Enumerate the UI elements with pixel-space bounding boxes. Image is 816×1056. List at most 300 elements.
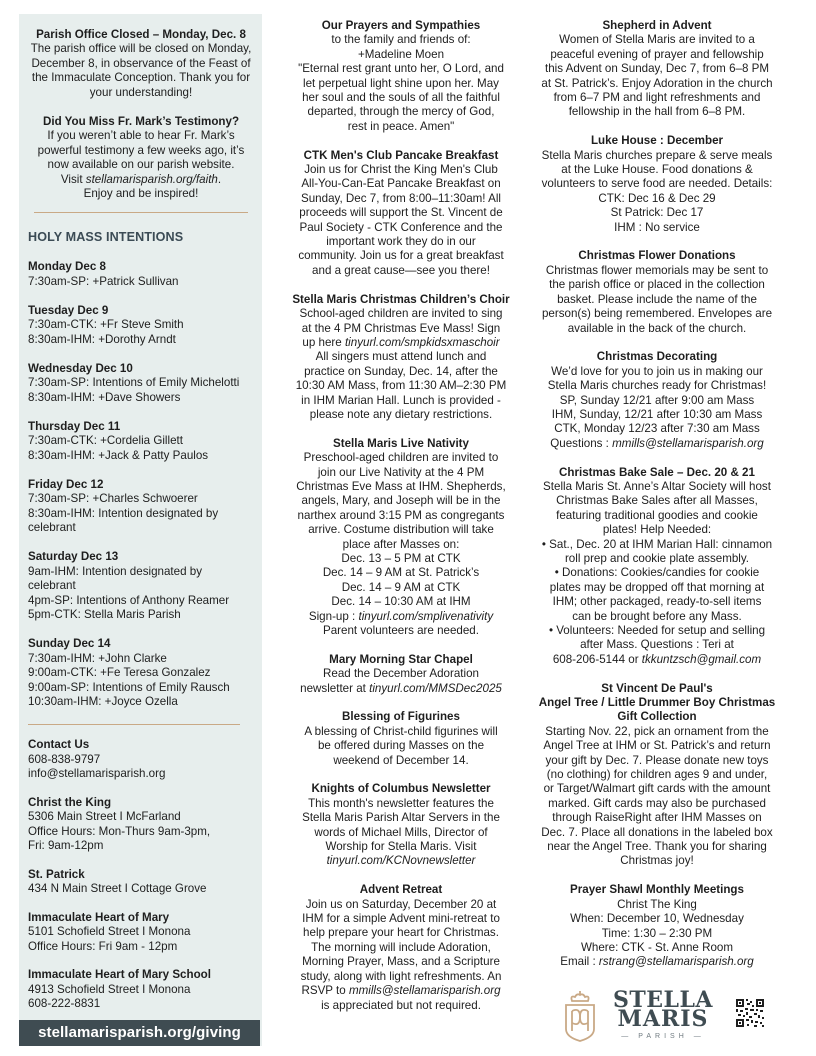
mass-entry: 8:30am-IHM: +Dave Showers [28,390,181,404]
line-text: her soul and the souls of all the faithful [302,91,500,105]
line-text: be offered during Masses on the [317,739,485,753]
line-text: Christ The King [617,897,697,911]
announcement-line [532,581,782,595]
mass-entry: 10:30am-IHM: +Joyce Ozella [28,695,178,709]
announcement-title: Mary Morning Star Chapel [329,652,473,666]
announcement-title: Angel Tree / Little Drummer Boy Christmas [538,696,776,710]
announcement-link[interactable]: mmills@stellamarisparish.org [612,436,764,450]
line-text: place after Masses on: [342,537,460,551]
line-text: proceeds will support the St. Vincent de [299,206,503,220]
announcement-line [276,466,526,480]
announcement [276,653,526,696]
announcement-line [532,782,782,796]
divider [34,212,248,213]
announcement-title: Christmas Flower Donations [578,249,736,263]
announcement-line [532,163,782,177]
mass-entry: 5pm-CTK: Stella Maris Parish [28,608,181,622]
line-text: to the family and friends of: [331,33,471,47]
announcement-title: Christmas Bake Sale – Dec. 20 & 21 [559,465,755,479]
mass-day-label: Monday Dec 8 [28,260,106,274]
announcement-line [276,739,526,753]
announcement [532,19,782,120]
announcement-line [532,221,782,235]
announcement [276,782,526,868]
line-text: Worship for Stella Maris. Visit [325,840,477,854]
divider [28,724,240,725]
announcement [276,437,526,639]
announcement-line [276,811,526,825]
announcement-line [532,941,782,955]
announcement-title: Stella Maris Live Nativity [333,436,469,450]
mass-day-block [28,362,254,406]
stella-maris-emblem-icon [562,989,598,1043]
mass-entry: 7:30am-SP: +Patrick Sullivan [28,274,179,288]
notice-line: Enjoy and be inspired! [83,187,199,201]
line-text: This month's newsletter features the [308,796,494,810]
announcement-line [276,595,526,609]
announcement-line [532,62,782,76]
line-text: available in the back of the church. [567,321,747,335]
stella-maris-wordmark [608,987,718,1040]
mass-intentions-heading: HOLY MASS INTENTIONS [28,230,184,245]
announcement-line [532,422,782,436]
announcement-line [276,566,526,580]
announcement-line [532,509,782,523]
announcement-line [276,797,526,811]
line-text: at the Luke House. Food donations & [561,163,753,177]
contact-block [28,911,254,955]
line-text: community. Join us for a great breakfast [298,249,504,263]
announcement-title: Shepherd in Advent [602,19,712,32]
logo-line-2: MARIS [617,1006,709,1032]
announcement-line [276,62,526,76]
line-text: volunteers to serve food are needed. Details: [541,177,773,191]
mass-day-label: Tuesday Dec 9 [28,303,109,317]
announcement-line [276,451,526,465]
contact-name: St. Patrick [28,867,85,881]
announcement-line [276,509,526,523]
line-text: this Advent on Sunday, Dec 7, from 6–8 PM [544,62,770,76]
announcement-title: Luke House : December [590,134,724,148]
line-text: marked. Gift cards may also be purchased [548,796,766,810]
qr-code-icon[interactable] [736,999,764,1027]
line-text: School-aged children are invited to sing [299,307,503,321]
line-text: basket. Please include the name of the [557,292,757,306]
announcement [276,149,526,279]
column-middle [276,19,526,1027]
line-text: We’d love for you to join us in making our [551,364,763,378]
announcement-line [532,955,782,969]
line-text: practice on Sunday, Dec. 14, after the [304,364,498,378]
line-text: Stella Maris churches ready for Christmas! [547,379,767,393]
contact-line: Office Hours: Fri 9am - 12pm [28,939,178,953]
line-text: please note any dietary restrictions. [309,407,493,421]
announcement-line [532,898,782,912]
column-right [532,19,782,984]
line-text: through RaiseRight after IHM Masses on [552,811,762,825]
line-text: All-You-Can-Eat Pancake Breakfast on [301,177,501,191]
announcement-line [532,480,782,494]
contact-line: 5101 Schofield Street I Monona [28,925,191,939]
notice-line: the Immaculate Conception. Thank you for [31,71,251,85]
announcement-line [276,552,526,566]
announcement-line [532,653,782,667]
line-text: Email : [560,955,599,969]
line-text: • Sat., Dec. 20 at IHM Marian Hall: cinnamon [541,537,773,551]
line-text: All singers must attend lunch and [315,350,487,364]
line-text: or Target/Walmart gift cards with the amount [543,782,771,796]
announcement-title: CTK Men's Club Pancake Breakfast [303,148,499,162]
announcement [276,293,526,423]
mass-day-block [28,478,254,536]
announcement-title: St Vincent De Paul's [601,681,713,695]
announcement-line [276,912,526,926]
announcement-line [532,91,782,105]
announcement-line [276,494,526,508]
announcement-link[interactable]: tinyurl.com/smplivenativity [358,609,494,623]
announcement-link[interactable]: tinyurl.com/smpkidsxmaschoir [344,335,500,349]
line-text: Christmas joy! [620,854,694,868]
mass-day-block [28,260,254,289]
line-text: Join us for Christ the King Men's Club [304,163,498,177]
contact-name: Immaculate Heart of Mary School [28,968,211,982]
line-text: and a great cause—see you there! [312,263,490,277]
line-text: is appreciated but not required. [321,998,481,1012]
announcement-line [532,322,782,336]
line-text: Sign-up : [308,609,359,623]
line-text: after Mass. Questions : Teri at [580,638,734,652]
contact-name: Contact Us [28,738,90,752]
line-text: newsletter at [300,681,370,695]
giving-link[interactable]: stellamarisparish.org/giving [19,1020,260,1046]
line-text: Paul Society - CTK Conference and the [299,220,503,234]
mass-day-label: Friday Dec 12 [28,477,104,491]
line-text: words of Michael Mills, Director of [314,825,488,839]
line-text: Read the December Adoration [323,667,479,681]
faith-link[interactable]: stellamarisparish.org/faith [85,172,218,186]
announcement-line [276,970,526,984]
line-text: CTK, Monday 12/23 after 7:30 am Mass [554,422,760,436]
line-text: fellowship in the hall from 6–8 PM. [568,105,746,119]
line-text: plates! Help Needed: [602,523,712,537]
announcement-line [276,926,526,940]
mass-entry: celebrant [28,579,76,593]
announcement-line [276,91,526,105]
line-text: Morning Prayer, Mass, and a Scripture [302,955,500,969]
contact-line: 608-222-8831 [28,997,101,1011]
announcement-line [276,610,526,624]
announcement-line [276,249,526,263]
announcement-line [532,379,782,393]
announcement-line [276,235,526,249]
mass-day-block [28,637,254,710]
line-text: SP, Sunday 12/21 after 9:00 am Mass [559,393,755,407]
notice-line: powerful testimony a few weeks ago, it’s [37,143,245,157]
line-text: IHM : No service [614,220,700,234]
notice-line: December 8, in observance of the Feast of [31,56,251,70]
line-text: (no clothing) for children ages 9 and under, [546,768,768,782]
mass-day-label: Sunday Dec 14 [28,637,111,651]
announcement [276,883,526,1013]
notice-title: Parish Office Closed – Monday, Dec. 8 [36,28,246,41]
notice-title: Did You Miss Fr. Mark’s Testimony? [42,115,240,129]
line-text: up here [302,335,345,349]
announcement [532,134,782,235]
notice-line: your understanding! [89,85,193,99]
line-text: Angel Tree at IHM or St. Patrick’s and return [543,739,771,753]
notice-line: The parish office will be closed on Monday, [30,42,252,56]
announcement-title: Gift Collection [617,710,697,724]
contact-name: Immaculate Heart of Mary [28,910,170,924]
logo-line-1: STELLA [612,987,714,1013]
line-text: Join us on Saturday, December 20 at [305,897,497,911]
announcement-line [276,840,526,854]
announcement-line [532,523,782,537]
announcement-line [276,999,526,1013]
announcement [532,682,782,869]
announcement-line [532,192,782,206]
announcement-line [276,350,526,364]
line-text: Christmas flower memorials may be sent to [545,263,769,277]
mass-entry: 9:00am-SP: Intentions of Emily Rausch [28,680,230,694]
announcement-line [532,595,782,609]
announcement-title: Prayer Shawl Monthly Meetings [570,883,744,897]
announcement-line [532,408,782,422]
line-text: narthex around 3:15 PM as congregants [297,508,505,522]
announcement-line [276,667,526,681]
announcement-line [276,120,526,134]
mass-day-block [28,550,254,623]
announcement-line [532,538,782,552]
announcement-line [276,754,526,768]
contact-list [28,738,254,1012]
line-text: study, along with light refreshments. An [300,969,502,983]
announcement-line [276,379,526,393]
contact-line: info@stellamarisparish.org [28,767,166,781]
announcement-line [276,826,526,840]
announcement [532,466,782,668]
announcement-line [276,336,526,350]
line-text: • Donations: Cookies/candies for cookie [554,566,760,580]
announcement-line [276,177,526,191]
announcement-line [532,797,782,811]
line-text: Preschool-aged children are invited to [303,451,499,465]
line-text: • Volunteers: Needed for setup and selling [548,624,766,637]
contact-line: 434 N Main Street I Cottage Grove [28,882,207,896]
line-text: Parent volunteers are needed. [323,624,479,638]
mass-day-block [28,304,254,348]
line-text: The morning will include Adoration, [311,940,491,954]
announcement-title: Knights of Columbus Newsletter [311,782,491,796]
line-text: angels, Mary, and Joseph will be in the [301,494,501,508]
line-text: plates may be dropped off that morning at [549,580,765,594]
mass-entry: 7:30am-SP: +Charles Schwoerer [28,492,198,506]
announcement-line [532,437,782,451]
announcement-line [532,638,782,652]
mass-entry: 9:00am-CTK: +Fe Teresa Gonzalez [28,666,211,680]
mass-entry: celebrant [28,521,76,535]
announcement-title: Stella Maris Christmas Children’s Choir [292,292,510,306]
announcement-line [532,206,782,220]
announcement-line [532,394,782,408]
line-text: IHM; other packaged, ready-to-sell items [552,595,762,609]
contact-line: 4913 Schofield Street I Monona [28,982,191,996]
line-text: arrive. Costume distribution will take [308,523,494,537]
mass-day-block [28,420,254,464]
announcement-line [532,725,782,739]
line-text: St Patrick: Dec 17 [610,206,704,220]
line-text: When: December 10, Wednesday [570,912,744,926]
line-text: your gift by Dec. 7. Please donate new toys [545,753,769,767]
line-text: Women of Stella Maris are invited to a [559,33,755,47]
line-text: Sunday, Dec 7, from 8:00–11:30am! All [301,191,501,205]
line-text: Where: CTK - St. Anne Room [580,940,734,954]
mass-entry: 7:30am-SP: Intentions of Emily Michelotti [28,376,240,390]
announcement-line [276,322,526,336]
line-text: IHM for a simple Advent mini-retreat to [302,912,500,926]
announcement [276,710,526,768]
announcement [532,249,782,335]
contact-block [28,968,254,1012]
announcement-line [276,206,526,220]
line-text: Dec. 14 – 9 AM at CTK [341,580,461,594]
line-text: featuring traditional goodies and cookie [556,508,758,522]
announcement-line [276,854,526,868]
announcement [532,350,782,451]
line-text: near the Angel Tree. Thank you for sharing [547,840,767,854]
announcement-line [276,624,526,638]
announcement-title: Christmas Decorating [596,350,718,364]
line-text: Dec. 14 – 9 AM at St. Patrick’s [322,566,480,580]
announcement-line [276,480,526,494]
announcement-line [532,624,782,638]
mass-entry: 8:30am-IHM: Intention designated by [28,506,219,520]
line-text: important work they do in our [326,235,476,249]
line-text: let perpetual light shine upon her. May [303,76,499,90]
contact-line: 608-838-9797 [28,752,101,766]
announcement-line [276,221,526,235]
contact-name: Christ the King [28,795,112,809]
announcement-title: Our Prayers and Sympathies [321,19,481,32]
announcement-line [532,278,782,292]
announcement-line [276,365,526,379]
announcement-line [276,105,526,119]
announcement-line [532,552,782,566]
announcement-line [532,854,782,868]
announcement-line [276,955,526,969]
announcement-link[interactable]: rstrang@stellamarisparish.org [598,955,754,969]
line-text: Time: 1:30 – 2:30 PM [601,926,713,940]
notice-line: now available on our parish website. [47,158,235,172]
line-text: at the 4 PM Christmas Eve Mass! Sign [301,321,501,335]
line-text: Stella Maris Parish Altar Servers in the [302,811,500,825]
announcement-line [532,48,782,62]
announcement-line [276,48,526,62]
announcement-title: Advent Retreat [359,883,443,897]
line-text: from 6–7 PM and light refreshments and [553,91,761,105]
announcement-line [532,365,782,379]
footer-logo-row [556,987,786,1047]
announcement-line [532,811,782,825]
visit-suffix: . [217,172,222,186]
line-text: Stella Maris St. Anne’s Altar Society will host [543,479,771,493]
line-text: CTK: Dec 16 & Dec 29 [598,191,716,205]
contact-block [28,738,254,782]
announcement [276,19,526,134]
announcement-link[interactable]: tinyurl.com/KCNovnewsletter [326,854,476,868]
announcement-line [276,941,526,955]
contact-line: 5306 Main Street I McFarland [28,810,181,824]
line-text: A blessing of Christ-child figurines will [304,724,498,738]
line-text: RSVP to [301,984,349,998]
announcement-line [532,33,782,47]
line-text: weekend of December 14. [333,753,469,767]
contact-line: Office Hours: Mon-Thurs 9am-3pm, [28,824,211,838]
line-text: +Madeline Moen [357,47,445,61]
line-text: 608-206-5144 or [552,652,642,666]
announcement-link[interactable]: mmills@stellamarisparish.org [348,984,501,998]
line-text: Christmas Eve Mass at IHM. Shepherds, [296,479,506,493]
mass-entry: 7:30am-CTK: +Fr Steve Smith [28,318,184,332]
announcement-line [276,264,526,278]
announcement-line [532,177,782,191]
announcement-line [276,682,526,696]
announcement-line [532,307,782,321]
line-text: Christmas Bake Sales after all Masses, [556,494,758,508]
announcement-line [532,768,782,782]
announcement-line [532,264,782,278]
announcement-link[interactable]: tkkuntzsch@gmail.com [641,652,762,666]
announcement-line [532,105,782,119]
notice-visit-line [28,173,254,187]
mass-entry: 8:30am-IHM: +Dorothy Arndt [28,332,176,346]
sidebar [19,14,262,1046]
contact-block [28,796,254,854]
line-text: in IHM Marian Hall. Lunch is provided - [301,393,501,407]
mass-day-label: Wednesday Dec 10 [28,361,133,375]
mass-day-label: Saturday Dec 13 [28,550,119,564]
line-text: at St. Patrick’s. Enjoy Adoration in the church [541,76,773,90]
notice-testimony [28,115,254,201]
line-text: Stella Maris churches prepare & serve meals [541,148,773,162]
announcement-line [276,581,526,595]
line-text: join our Live Nativity at the 4 PM [317,465,485,479]
announcement-line [276,408,526,422]
mass-entry: 4pm-SP: Intentions of Anthony Reamer [28,593,230,607]
announcement-line [532,927,782,941]
line-text: can be brought before any Mass. [572,609,742,623]
announcement-line [532,566,782,580]
announcement-line [532,826,782,840]
announcement-link[interactable]: tinyurl.com/MMSDec2025 [369,681,502,695]
mass-entry: 9am-IHM: Intention designated by [28,564,203,578]
announcement-title: Blessing of Figurines [342,710,460,724]
line-text: departed, through the mercy of God, [307,105,495,119]
announcement-line [532,610,782,624]
notice-office-closed [28,28,254,100]
mass-entry: 8:30am-IHM: +Jack & Patty Paulos [28,448,209,462]
line-text: roll prep and cookie plate assembly. [564,551,750,565]
visit-prefix: Visit [60,172,86,186]
announcement-line [276,394,526,408]
mass-entry: 7:30am-CTK: +Cordelia Gillett [28,434,183,448]
announcement-line [276,33,526,47]
announcement-line [532,293,782,307]
notice-line: If you weren’t able to hear Fr. Mark’s [47,129,235,143]
contact-line: Fri: 9am-12pm [28,839,104,853]
line-text: "Eternal rest grant unto her, O Lord, and [298,62,504,76]
line-text: person(s) being remembered. Envelopes are [541,307,773,321]
